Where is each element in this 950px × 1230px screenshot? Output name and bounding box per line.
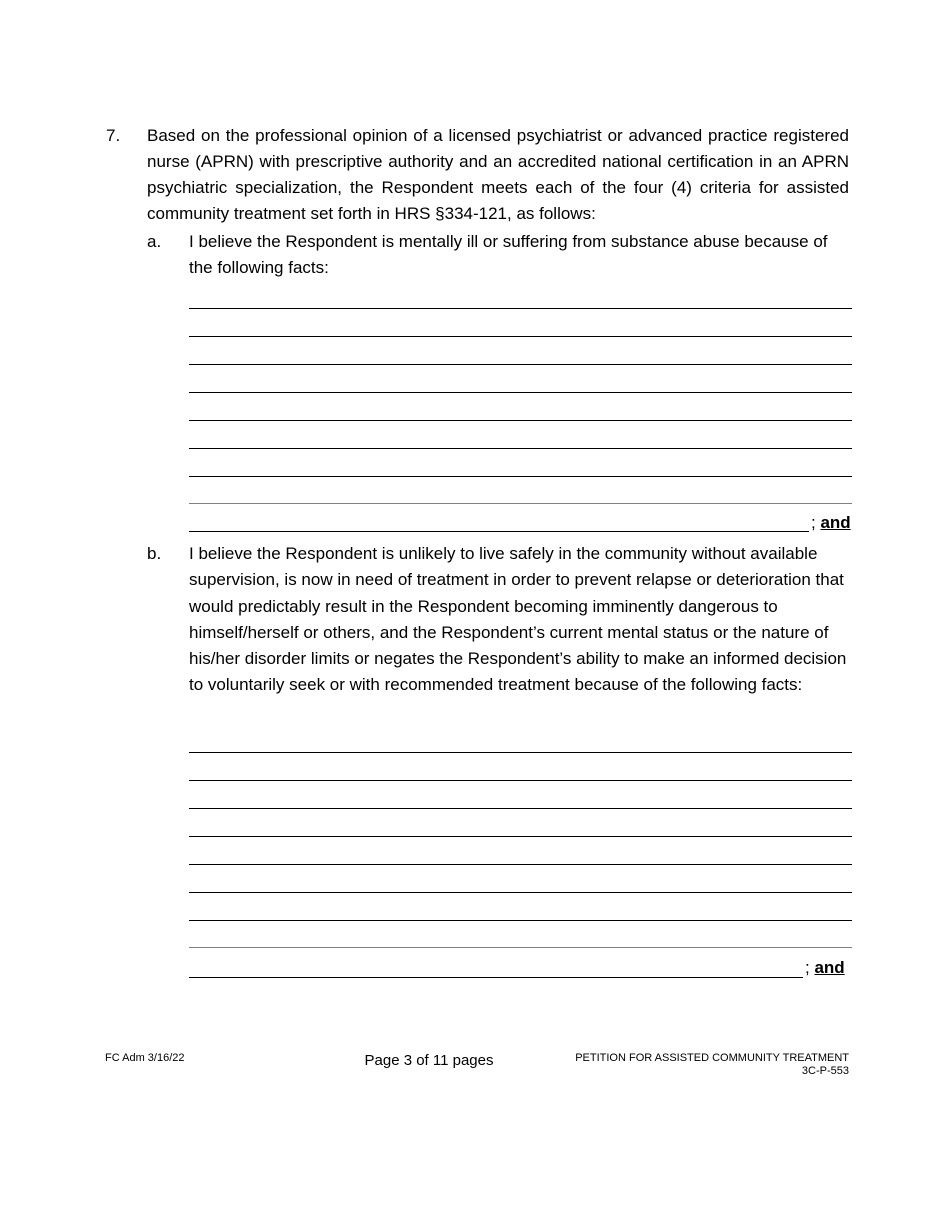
sub-item-b-and (805, 958, 845, 978)
footer-form-info (575, 1052, 849, 1078)
footer-form-code: FC Adm 3/16/22 (105, 1052, 185, 1064)
answer-line-final[interactable] (189, 531, 809, 532)
answer-line[interactable] (189, 503, 852, 504)
answer-line[interactable] (189, 364, 852, 365)
sub-item-a-letter: a. (147, 232, 162, 251)
footer-form-title: PETITION FOR ASSISTED COMMUNITY TREATMENT (575, 1052, 849, 1064)
separator: ; (811, 513, 816, 532)
answer-line[interactable] (189, 920, 852, 921)
sub-item-b-text: I believe the Respondent is unlikely to live safely in the community without available supervision, is now in need of treatment in order to prevent relapse or deterioration that would predictably result in the Respondent becoming imminently dangerous to himself/herself or others, and the Respondent’s current mental status or the nature of his/her disorder limits or negates the Respondent’s ability to make an informed decision to voluntarily seek or with recommended treatment because of the following facts: (189, 544, 847, 695)
answer-line[interactable] (189, 864, 852, 865)
answer-line[interactable] (189, 892, 852, 893)
footer-page-number: Page 3 of 11 pages (364, 1052, 494, 1069)
answer-line[interactable] (189, 836, 852, 837)
answer-line[interactable] (189, 476, 852, 477)
answer-line[interactable] (189, 448, 852, 449)
separator: ; (805, 958, 810, 977)
answer-line[interactable] (189, 780, 852, 781)
sub-item-a-and (811, 513, 851, 533)
item-number-7: 7. (106, 126, 121, 145)
answer-line[interactable] (189, 808, 852, 809)
answer-line-final[interactable] (189, 977, 803, 978)
answer-line[interactable] (189, 752, 852, 753)
answer-line[interactable] (189, 336, 852, 337)
answer-line[interactable] (189, 392, 852, 393)
footer-form-number: 3C-P-553 (801, 1065, 849, 1077)
item-7-text: Based on the professional opinion of a licensed psychiatrist or advanced practice registered nurse (APRN) with prescriptive authority and an accredited national certification in an APRN psychiatric specialization, the Respondent meets each of the four (4) criteria for assisted community treatment set forth in HRS §334-121, as follows: (147, 126, 849, 223)
answer-line[interactable] (189, 420, 852, 421)
answer-line[interactable] (189, 947, 852, 948)
sub-item-b-letter: b. (147, 544, 162, 563)
conjunction-and: and (814, 958, 845, 977)
answer-line[interactable] (189, 308, 852, 309)
sub-item-a-text: I believe the Respondent is mentally ill or suffering from substance abuse because of the following facts: (189, 232, 828, 278)
conjunction-and: and (820, 513, 851, 532)
